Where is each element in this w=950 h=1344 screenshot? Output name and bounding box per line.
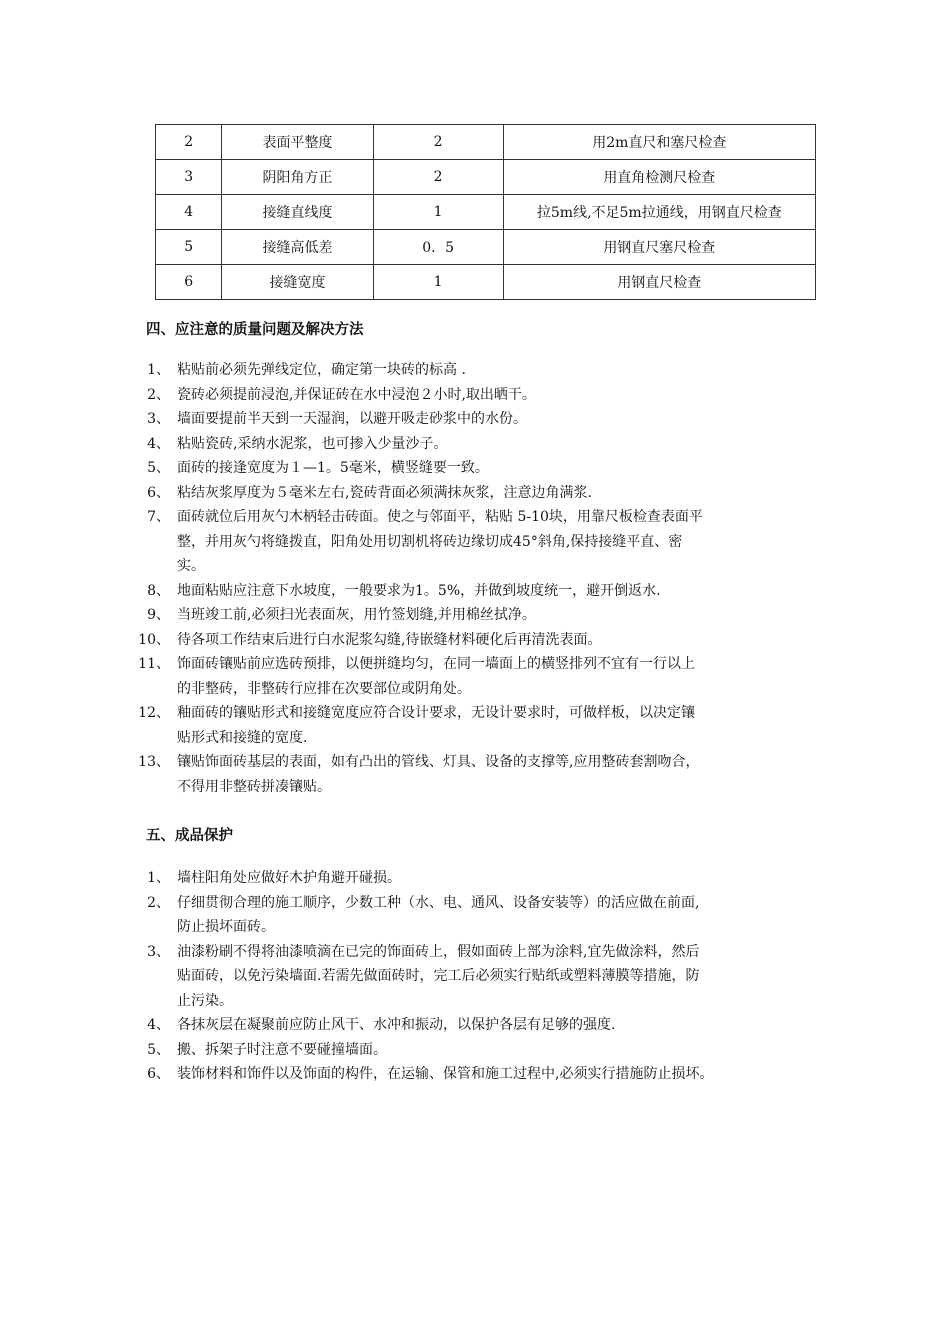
list-item-text-line: 当班竣工前,必须扫光表面灰，用竹签划缝,并用棉丝拭净。 (177, 607, 536, 623)
list-item-text-line: 的非整砖，非整砖行应排在次要部位或阴角处。 (177, 680, 471, 697)
list-item-text-line: 饰面砖镶贴前应选砖预排，以便拼缝均匀，在同一墙面上的横竖排列不宜有一行以上 (177, 656, 695, 672)
tolerance-cell: 2 (373, 125, 503, 160)
inspection-method-cell: 用钢直尺塞尺检查 (503, 230, 815, 265)
row-number-cell: 6 (156, 265, 222, 300)
inspection-method-cell: 用钢直尺检查 (503, 265, 815, 300)
section4-list (0, 358, 950, 799)
list-item-number: 2、 (147, 894, 170, 911)
list-item-number: 6、 (147, 1066, 170, 1082)
table-row (156, 265, 816, 300)
list-item (0, 866, 950, 891)
list-item-number: 9、 (147, 607, 170, 623)
list-item-text-line: 各抹灰层在凝聚前应防止风干、水冲和振动，以保护各层有足够的强度. (177, 1017, 616, 1033)
list-item (0, 579, 950, 604)
list-item (0, 407, 950, 432)
list-item-number: 2、 (147, 386, 170, 403)
list-item-text-line: 粘贴瓷砖,采纳水泥浆，也可掺入少量沙子。 (177, 435, 448, 452)
list-item-text-line: 釉面砖的镶贴形式和接缝宽度应符合设计要求，无设计要求时，可做样板，以决定镶 (177, 705, 695, 721)
tolerance-cell: 2 (373, 160, 503, 195)
row-number-cell: 3 (156, 160, 222, 195)
item-name-cell: 表面平整度 (222, 125, 373, 160)
table-row (156, 160, 816, 195)
list-item-text-line: 整，并用灰勺将缝拨直，阳角处用切割机将砖边缘切成45°斜角,保持接缝平直、密 (177, 533, 683, 550)
list-item-number: 1、 (147, 870, 170, 886)
list-item-text-line: 不得用非整砖拼凑镶贴。 (177, 778, 331, 795)
list-item (0, 750, 950, 799)
list-item-text-line: 搬、拆架子时注意不要碰撞墙面。 (177, 1041, 387, 1058)
list-item-text-line: 粘贴前必须先弹线定位，确定第一块砖的标高 . (177, 362, 466, 378)
list-item-text-line: 粘结灰浆厚度为５毫米左右,瓷砖背面必须满抹灰浆，注意边角满浆. (177, 484, 592, 501)
list-item (0, 505, 950, 579)
item-name-cell: 阴阳角方正 (222, 160, 373, 195)
list-item-number: 4、 (147, 435, 170, 452)
list-item (0, 701, 950, 750)
list-item-number: 8、 (147, 582, 170, 599)
list-item-text-line: 面砖就位后用灰勺木柄轻击砖面。使之与邻面平，粘贴 5-10块，用靠尺板检查表面平 (177, 509, 703, 525)
list-item-number: 4、 (147, 1017, 170, 1033)
list-item-number: 3、 (147, 943, 170, 960)
list-item-number: 6、 (147, 484, 170, 501)
section5-heading: 五、成品保护 (146, 828, 233, 844)
item-name-cell: 接缝高低差 (222, 230, 373, 265)
list-item (0, 891, 950, 940)
list-item-number: 5、 (147, 460, 170, 476)
inspection-method-cell: 用2m直尺和塞尺检查 (503, 125, 815, 160)
list-item (0, 432, 950, 457)
list-item (0, 1038, 950, 1063)
table-row (156, 230, 816, 265)
list-item (0, 481, 950, 506)
inspection-table (155, 124, 816, 300)
list-item-number: 10、 (138, 631, 170, 648)
list-item-text-line: 仔细贯彻合理的施工顺序，少数工种（水、电、通风、设备安装等）的活应做在前面, (177, 894, 700, 911)
row-number-cell: 5 (156, 230, 222, 265)
list-item-number: 1、 (147, 362, 170, 378)
list-item-text-line: 地面粘贴应注意下水坡度，一般要求为1。5%，并做到坡度统一，避开倒返水. (177, 582, 661, 599)
item-name-cell: 接缝直线度 (222, 195, 373, 230)
list-item (0, 603, 950, 628)
list-item-number: 5、 (147, 1041, 170, 1058)
list-item (0, 940, 950, 1014)
list-item (0, 1062, 950, 1087)
list-item-number: 13、 (138, 754, 170, 770)
row-number-cell: 2 (156, 125, 222, 160)
table-row (156, 125, 816, 160)
list-item-text-line: 面砖的接逢宽度为１—1。5毫米，横竖缝要一致。 (177, 460, 489, 476)
list-item (0, 1013, 950, 1038)
list-item-text-line: 贴面砖，以免污染墙面.若需先做面砖时，完工后必须实行贴纸或塑料薄膜等措施，防 (177, 968, 700, 984)
row-number-cell: 4 (156, 195, 222, 230)
list-item-text-line: 防止损坏面砖。 (177, 919, 275, 935)
list-item-text-line: 镶贴饰面砖基层的表面，如有凸出的管线、灯具、设备的支撑等,应用整砖套割吻合， (177, 754, 700, 770)
section5-list (0, 866, 950, 1087)
list-item-text-line: 待各项工作结束后进行白水泥浆勾缝,待嵌缝材料硬化后再清洗表面。 (177, 631, 602, 648)
table-row (156, 195, 816, 230)
list-item-text-line: 贴形式和接缝的宽度. (177, 729, 308, 746)
list-item-text-line: 瓷砖必须提前浸泡,并保证砖在水中浸泡２小时,取出晒干。 (177, 386, 536, 403)
list-item (0, 383, 950, 408)
tolerance-cell: 1 (373, 195, 503, 230)
list-item-text-line: 止污染。 (177, 992, 233, 1009)
list-item (0, 456, 950, 481)
list-item (0, 652, 950, 701)
section4-heading: 四、应注意的质量问题及解决方法 (146, 322, 364, 338)
list-item-text-line: 墙面要提前半天到一天湿润，以避开吸走砂浆中的水份。 (177, 411, 527, 427)
tolerance-cell: 0．5 (373, 230, 503, 265)
list-item-text-line: 油漆粉刷不得将油漆喷滴在已完的饰面砖上，假如面砖上部为涂料,宜先做涂料，然后 (177, 943, 700, 960)
inspection-table-body (156, 125, 816, 300)
list-item-text-line: 实。 (177, 558, 205, 574)
list-item-number: 7、 (147, 509, 170, 525)
item-name-cell: 接缝宽度 (222, 265, 373, 300)
list-item (0, 358, 950, 383)
list-item-text-line: 墙柱阳角处应做好木护角避开碰损。 (177, 870, 401, 886)
list-item-text-line: 装饰材料和饰件以及饰面的构件，在运输、保管和施工过程中,必须实行措施防止损坏。 (177, 1066, 714, 1082)
inspection-method-cell: 拉5m线,不足5m拉通线，用钢直尺检查 (503, 195, 815, 230)
list-item-number: 3、 (147, 411, 170, 427)
list-item-number: 12、 (138, 705, 170, 721)
list-item-number: 11、 (138, 656, 170, 672)
inspection-method-cell: 用直角检测尺检查 (503, 160, 815, 195)
tolerance-cell: 1 (373, 265, 503, 300)
list-item (0, 628, 950, 653)
